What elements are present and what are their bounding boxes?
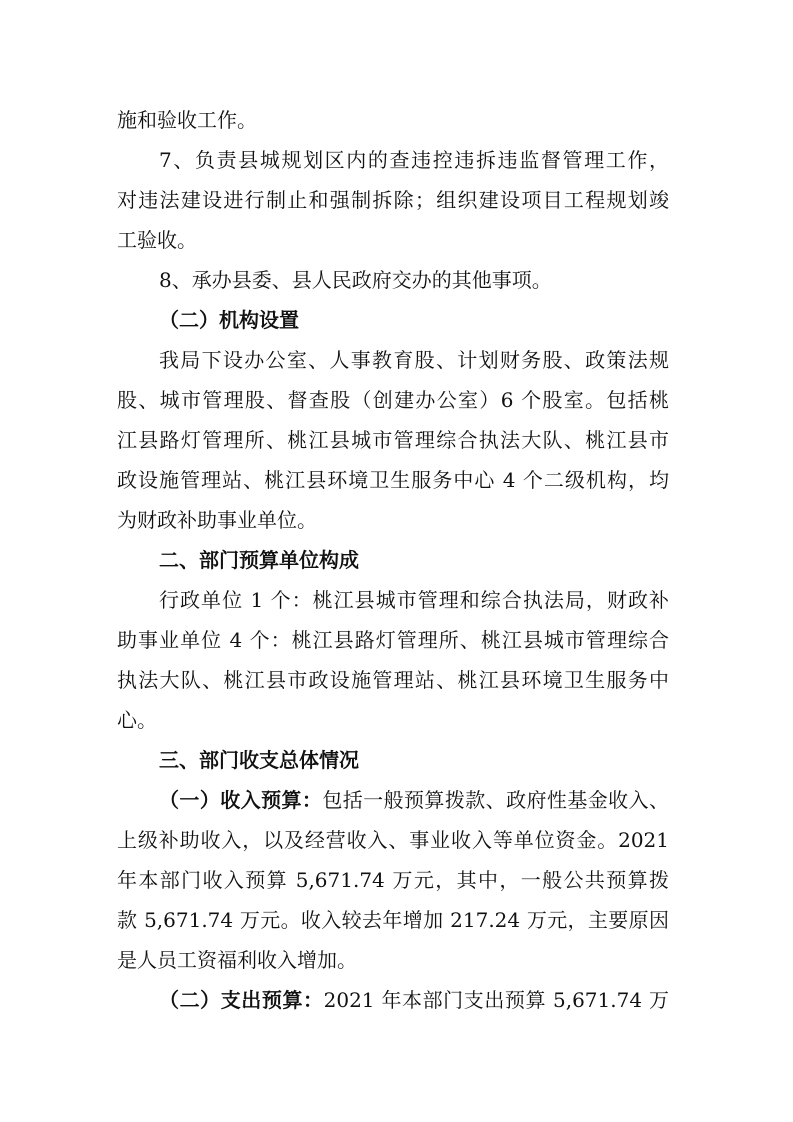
paragraph-line: 对违法建设进行制止和强制拆除；组织建设项目工程规划竣: [117, 188, 669, 212]
paragraph-line: 工验收。: [117, 228, 197, 252]
paragraph-line: 行政单位 1 个：桃江县城市管理和综合执法局，财政补: [159, 588, 669, 612]
section-heading-overall-revenue-expenditure: 三、部门收支总体情况: [159, 748, 359, 772]
paragraph-line: 我局下设办公室、人事教育股、计划财务股、政策法规: [159, 348, 669, 372]
paragraph-line-with-lead: [117, 780, 669, 820]
paragraph-line: 为财政补助事业单位。: [117, 508, 317, 532]
paragraph-line: 上级补助收入，以及经营收入、事业收入等单位资金。2021: [117, 828, 669, 852]
paragraph-line-with-lead: [117, 980, 669, 1020]
expenditure-budget-lead: （二）支出预算：: [159, 988, 324, 1012]
paragraph-line: 股、城市管理股、督查股（创建办公室）6 个股室。包括桃: [117, 388, 669, 412]
paragraph-text: 包括一般预算拨款、政府性基金收入、: [322, 788, 670, 812]
paragraph-line: 心。: [117, 708, 157, 732]
revenue-budget-lead: （一）收入预算：: [159, 788, 323, 812]
paragraph-line: 是人员工资福利收入增加。: [117, 948, 357, 972]
paragraph-line: 江县路灯管理所、桃江县城市管理综合执法大队、桃江县市: [117, 428, 669, 452]
paragraph-line: 政设施管理站、桃江县环境卫生服务中心 4 个二级机构，均: [117, 468, 669, 492]
paragraph-line: 款 5,671.74 万元。收入较去年增加 217.24 万元，主要原因: [117, 908, 669, 932]
section-heading-org-setup: （二）机构设置: [159, 308, 299, 332]
paragraph-line: 年本部门收入预算 5,671.74 万元，其中，一般公共预算拨: [117, 868, 669, 892]
paragraph-line: 8、承办县委、县人民政府交办的其他事项。: [159, 268, 552, 292]
paragraph-text: 2021 年本部门支出预算 5,671.74 万: [323, 988, 669, 1012]
paragraph-line: 执法大队、桃江县市政设施管理站、桃江县环境卫生服务中: [117, 668, 669, 692]
paragraph-line: 施和验收工作。: [117, 108, 257, 132]
paragraph-line: 7、负责县城规划区内的查违控违拆违监督管理工作，: [159, 148, 669, 172]
section-heading-budget-units: 二、部门预算单位构成: [159, 548, 359, 572]
document-body: [117, 100, 669, 1020]
paragraph-line: 助事业单位 4 个：桃江县路灯管理所、桃江县城市管理综合: [117, 628, 669, 652]
